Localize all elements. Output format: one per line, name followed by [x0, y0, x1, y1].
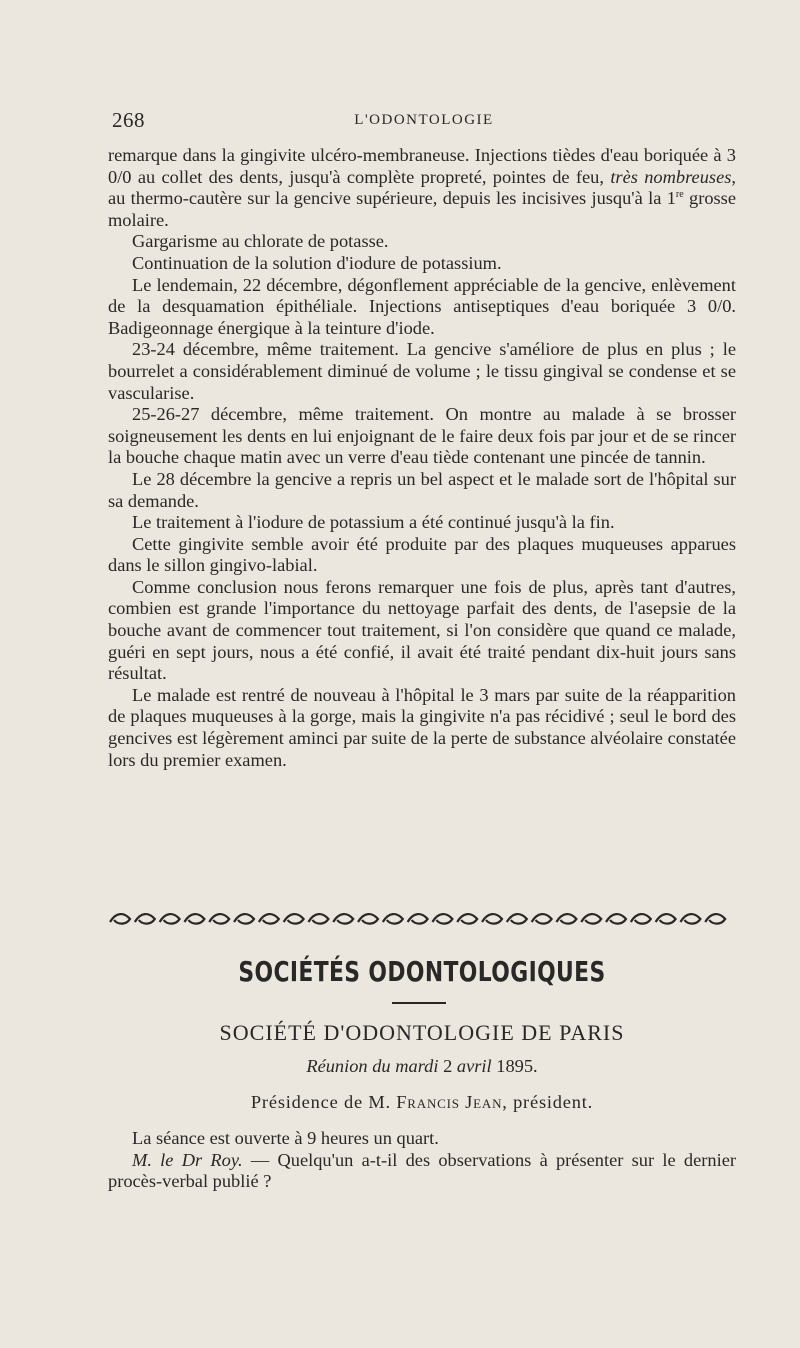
- ornament-motif: [507, 914, 527, 924]
- meeting-minutes: [108, 1128, 736, 1193]
- ornament-motif: [135, 914, 155, 924]
- ornament-motif: [432, 914, 452, 924]
- speaker-line: M. le Dr Roy. — Quelqu'un a-t-il des observations à présenter sur le dernier procès-verbal publié ?: [108, 1149, 736, 1192]
- president-name: Francis Jean,: [396, 1092, 508, 1112]
- paragraph-2: Gargarisme au chlorate de potasse.: [132, 231, 389, 252]
- society-title: SOCIÉTÉ D'ODONTOLOGIE DE PARIS: [219, 1020, 625, 1045]
- ornament-motif: [606, 914, 626, 924]
- presidence-line: Présidence de M. Francis Jean, président.: [250, 1092, 594, 1112]
- ornament-motif: [705, 914, 725, 924]
- opening-line: La séance est ouverte à 9 heures un quart.: [132, 1128, 439, 1148]
- ornament-motif: [333, 914, 353, 924]
- ornament-motif: [184, 914, 204, 924]
- ornament-motif: [408, 914, 428, 924]
- decorative-ornament-band: [108, 910, 730, 928]
- ornament-motif: [259, 914, 279, 924]
- running-title: L'ODONTOLOGIE: [354, 112, 494, 128]
- ornament-motif: [556, 914, 576, 924]
- paragraph-11: Le malade est rentré de nouveau à l'hôpital le 3 mars par suite de la réapparition de plaques muqueuses à la gorge, mais la gingivite n'a pas récidivé ; seul le bord des gencives est légèrement aminci par suite de la perte de substance alvéolaire constatée lors du premier examen.: [108, 684, 736, 770]
- ornament-motif: [680, 914, 700, 924]
- ornament-motif: [457, 914, 477, 924]
- paragraph-8: Le traitement à l'iodure de potassium a été continué jusqu'à la fin.: [132, 512, 615, 533]
- section-title: SOCIÉTÉS ODONTOLOGIQUES: [238, 955, 606, 988]
- ornament-motif: [532, 914, 552, 924]
- paragraph-9: Cette gingivite semble avoir été produite par des plaques muqueuses apparues dans le sillon gingivo-labial.: [108, 533, 736, 576]
- ornament-motif: [656, 914, 676, 924]
- speaker-name: M. le Dr Roy.: [132, 1149, 243, 1170]
- paragraph-1: remarque dans la gingivite ulcéro-membraneuse. Injections tièdes d'eau boriquée à 3 0/0 au collet des dents, jusqu'à complète propreté, pointes de feu, très nombreuses, au thermo-cautère sur la gencive supérieure, depuis les incisives jusqu'à la 1re grosse molaire.: [108, 145, 736, 230]
- ornament-motif: [482, 914, 502, 924]
- ornament-motif: [383, 914, 403, 924]
- paragraph-4: Le lendemain, 22 décembre, dégonflement appréciable de la gencive, enlèvement de la desquamation épithéliale. Injections antiseptiques d'eau boriquée 3 0/0. Badigeonnage énergique à la teinture d'iode.: [108, 274, 736, 338]
- ornament-motif: [308, 914, 328, 924]
- paragraph-10: Comme conclusion nous ferons remarquer une fois de plus, après tant d'autres, combien est grande l'importance du nettoyage parfait des dents, de l'asepsie de la bouche avant de commencer tout traitement, si l'on considère que quand ce malade, guéri en sept jours, nous a été confié, il avait été traité pendant dix-huit jours sans résultat.: [108, 576, 736, 684]
- ornament-motif: [160, 914, 180, 924]
- emphasis: très nombreuses,: [610, 166, 736, 187]
- ornament-motif: [110, 914, 130, 924]
- paragraph-7: Le 28 décembre la gencive a repris un bel aspect et le malade sort de l'hôpital sur sa demande.: [108, 468, 736, 511]
- ornament-motif: [581, 914, 601, 924]
- ornament-motif: [358, 914, 378, 924]
- paragraph-6: 25-26-27 décembre, même traitement. On montre au malade à se brosser soigneusement les dents en lui enjoignant de le faire deux fois par jour et de se rincer la bouche chaque matin avec un verre d'eau tiède contenant une pincée de tannin.: [108, 404, 736, 468]
- page-header: [112, 108, 736, 138]
- meeting-date: Réunion du mardi 2 avril 1895.: [306, 1056, 538, 1076]
- ornament-motif: [209, 914, 229, 924]
- paragraph-3: Continuation de la solution d'iodure de potassium.: [132, 252, 502, 273]
- ornament-motif: [631, 914, 651, 924]
- title-rule: [392, 1002, 446, 1004]
- ornament-motif: [234, 914, 254, 924]
- ornament-motif: [284, 914, 304, 924]
- article-body: [108, 145, 736, 771]
- page-number: 268: [112, 108, 145, 132]
- paragraph-5: 23-24 décembre, même traitement. La gencive s'améliore de plus en plus ; le bourrelet a considérablement diminué de volume ; le tissu gingival se condense et se vascularise.: [108, 339, 736, 403]
